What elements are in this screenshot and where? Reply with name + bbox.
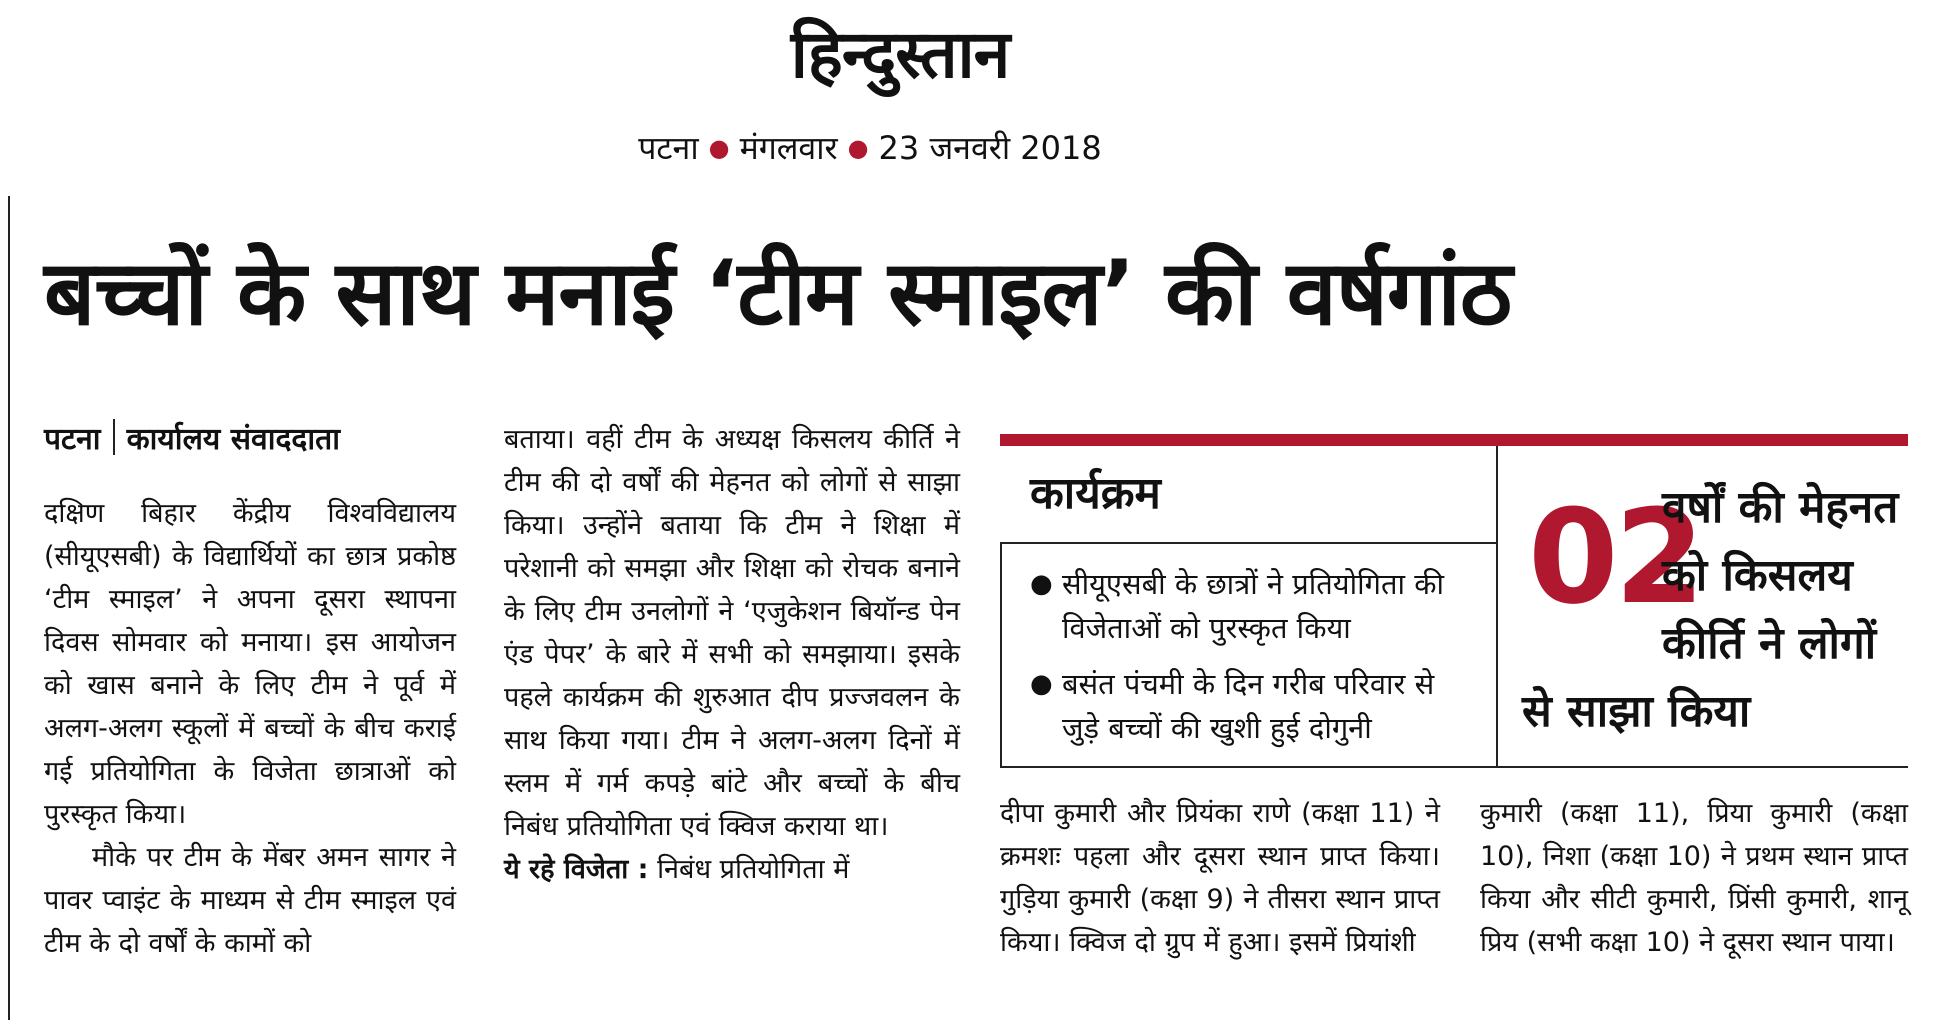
paragraph: कुमारी (कक्षा 11), प्रिया कुमारी (कक्षा 10), निशा (कक्षा 10) ने प्रथम स्थान प्राप्त किया और सीटी कुमारी, प्रिंसी कुमारी, शानू प्रिय (सभी कक्षा 10) ने दूसरा स्थान पाया। <box>1480 798 1908 958</box>
box-accent-rule <box>1000 434 1908 446</box>
paragraph-winners <box>504 848 960 891</box>
paragraph: बताया। वहीं टीम के अध्यक्ष किसलय कीर्ति ने टीम की दो वर्षों की मेहनत को लोगों से साझा किया। उन्होंने बताया कि टीम ने शिक्षा में परेशानी को समझा और शिक्षा को रोचक बनाने के लिए टीम उनलोगों ने ‘एजुकेशन बियॉन्ड पेन एंड पेपर’ के बारे में सभी को समझाया। इसके पहले कार्यक्रम की शुरुआत दीप प्रज्जवलन के साथ किया गया। टीम ने अलग-अलग दिनों में स्लम में गर्म कपड़े बांटे और बच्चों के बीच निबंध प्रतियोगिता एवं क्विज कराया था। <box>504 424 960 842</box>
programme-item-text: सीयूएसबी के छात्रों ने प्रतियोगिता की विजेताओं को पुरस्कृत किया <box>1062 567 1444 645</box>
byline-author: कार्यालय संवाददाता <box>126 422 340 457</box>
dateline-city: पटना <box>638 129 699 167</box>
winners-text: निबंध प्रतियोगिता में <box>657 854 850 885</box>
stat-line: कीर्ति ने लोगों <box>1662 618 1877 669</box>
box-divider <box>1496 446 1498 767</box>
programme-left-rule <box>1000 542 1002 767</box>
masthead-title: हिन्दुस्तान <box>790 15 1010 93</box>
dateline-date: 23 जनवरी 2018 <box>878 129 1102 167</box>
programme-item-text: बसंत पंचमी के दिन गरीब परिवार से जुड़े बच्चों की खुशी हुई दोगुनी <box>1062 667 1435 745</box>
programme-list <box>1030 562 1480 762</box>
stat-line: से साझा किया <box>1522 686 1751 737</box>
article-column-1 <box>44 418 456 965</box>
article-headline: बच्चों के साथ मनाई ‘टीम स्माइल’ की वर्षगांठ <box>44 241 1512 346</box>
article-column-4 <box>1480 792 1908 964</box>
stat-line: वर्षों की मेहनत <box>1662 482 1899 533</box>
programme-box <box>1000 434 1908 767</box>
winners-lead: ये रहे विजेता : <box>504 854 649 885</box>
separator-dot-icon: ● <box>847 134 869 162</box>
page-left-rule <box>8 196 10 1020</box>
dateline <box>560 128 1180 168</box>
byline-place: पटना <box>44 422 101 457</box>
programme-rule <box>1000 542 1496 544</box>
box-bottom-rule <box>1000 766 1908 768</box>
dateline-day: मंगलवार <box>739 129 838 167</box>
paragraph: दीपा कुमारी और प्रियंका राणे (कक्षा 11) ने क्रमशः पहला और दूसरा स्थान प्राप्त किया। गुड़िया कुमारी (कक्षा 9) ने तीसरा स्थान प्राप्त किया। क्विज दो ग्रुप में हुआ। इसमें प्रियांशी <box>1000 798 1440 958</box>
paragraph: दक्षिण बिहार केंद्रीय विश्वविद्यालय (सीयूएसबी) के विद्यार्थियों का छात्र प्रकोष्ठ ‘टीम स्माइल’ ने अपना दूसरा स्थापना दिवस सोमवार को मनाया। इस आयोजन को खास बनाने के लिए टीम ने पूर्व में अलग-अलग स्कूलों में बच्चों के बीच कराई गई प्रतियोगिता के विजेता छात्राओं को पुरस्कृत किया। <box>44 498 456 830</box>
article-column-3 <box>1000 792 1440 964</box>
bullet-icon: ● <box>1030 669 1053 699</box>
programme-title: कार्यक्रम <box>1030 468 1161 519</box>
bullet-icon: ● <box>1030 569 1053 599</box>
byline <box>44 418 456 462</box>
programme-item <box>1030 562 1480 650</box>
paragraph: मौके पर टीम के मेंबर अमन सागर ने पावर प्वाइंट के माध्यम से टीम स्माइल एवं टीम के दो वर्षों के कामों को <box>44 842 456 959</box>
stat-number: 02 <box>1528 481 1701 633</box>
stat-line: को किसलय <box>1662 550 1853 601</box>
stat-caption <box>1522 474 1902 746</box>
separator-dot-icon: ● <box>708 134 730 162</box>
article-column-2 <box>504 418 960 891</box>
byline-divider <box>113 419 115 455</box>
programme-item <box>1030 662 1480 750</box>
